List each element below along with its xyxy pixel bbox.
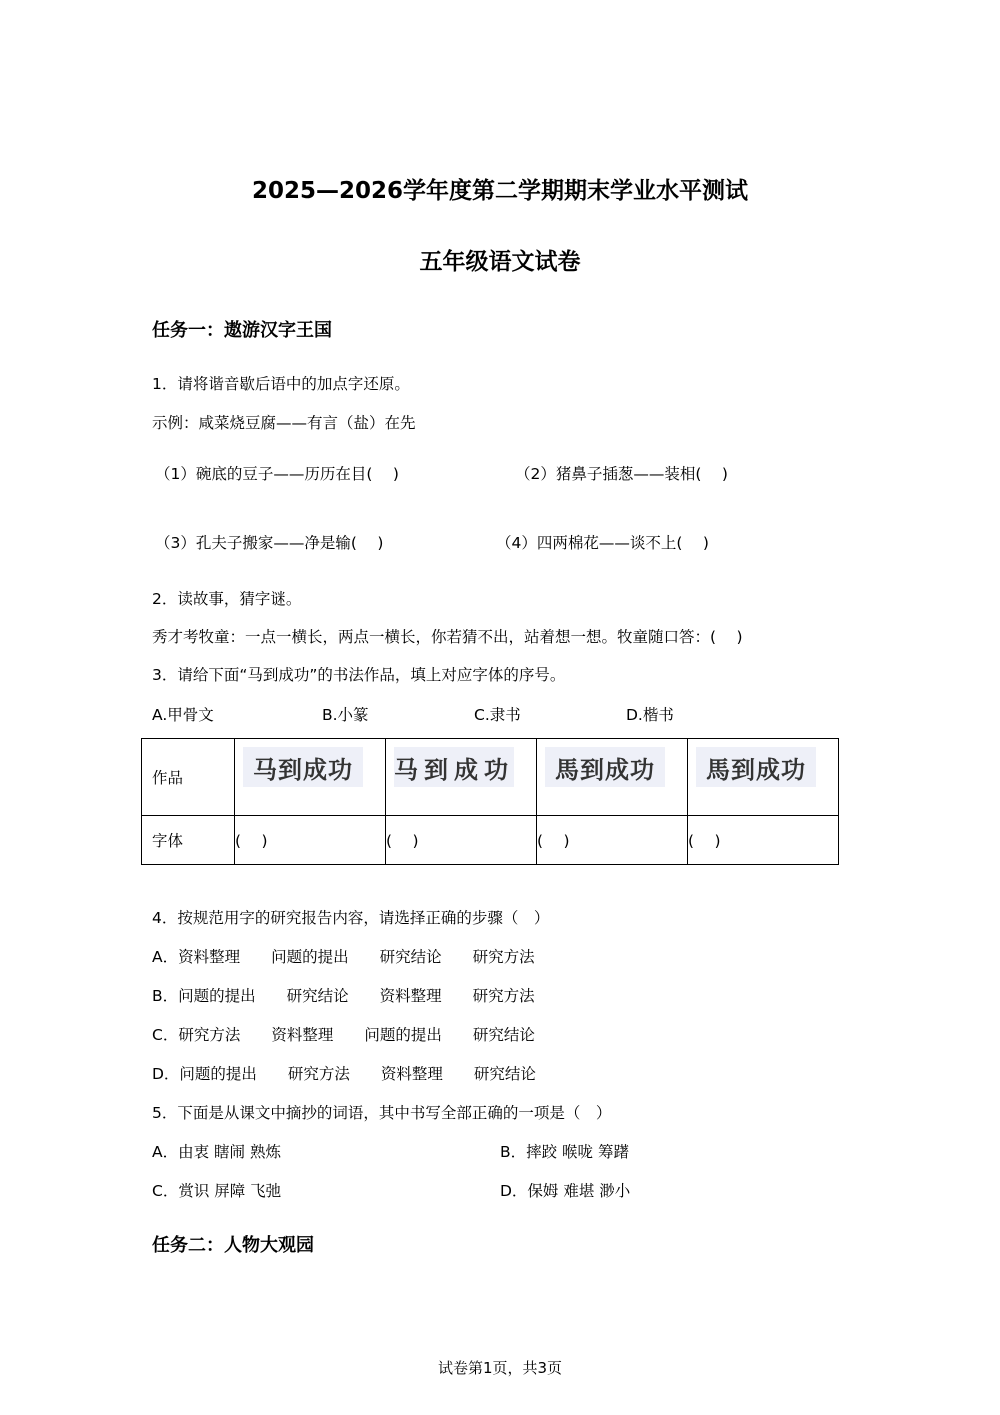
exam-subtitle: 五年级语文试卷 [419, 249, 581, 275]
row-label-works: 作品 [142, 739, 235, 816]
q1-example: 示例：咸菜烧豆腐——有言（盐）在先 [152, 414, 416, 432]
q5-option-a: A．由衷 瞎闹 熟炼 [152, 1143, 281, 1161]
work-cell-3 [537, 739, 688, 816]
q2-prompt: 2．读故事，猜字谜。 [152, 590, 302, 608]
calligraphy-image-3: 馬到成功 [545, 747, 665, 787]
calligraphy-image-1: 马到成功 [243, 747, 363, 787]
q5-prompt: 5．下面是从课文中摘抄的词语，其中书写全部正确的一项是（ ） [152, 1104, 612, 1122]
q2-story: 秀才考牧童：一点一横长，两点一横长，你若猜不出，站着想一想。牧童随口答：( ) [152, 628, 743, 646]
calligraphy-image-2: 马到成功 [394, 747, 514, 787]
task1-heading: 任务一：遨游汉字王国 [152, 320, 332, 341]
answer-cell-3[interactable]: ( ) [537, 816, 688, 865]
q1-prompt: 1．请将谐音歇后语中的加点字还原。 [152, 375, 410, 393]
q4-option-d: D．问题的提出 研究方法 资料整理 研究结论 [152, 1065, 536, 1083]
q3-option-b: B.小篆 [322, 706, 369, 724]
answer-cell-4[interactable]: ( ) [688, 816, 839, 865]
work-cell-4 [688, 739, 839, 816]
q5-option-b: B．摔跤 喉咙 筹躇 [500, 1143, 629, 1161]
row-label-font: 字体 [142, 816, 235, 865]
q4-option-a: A．资料整理 问题的提出 研究结论 研究方法 [152, 948, 535, 966]
q5-option-c: C．赏识 屏障 飞弛 [152, 1182, 282, 1200]
q1-item-1: （1）碗底的豆子——历历在目( ) [155, 465, 399, 483]
q4-option-c: C．研究方法 资料整理 问题的提出 研究结论 [152, 1026, 535, 1044]
q5-option-d: D．保姆 难堪 渺小 [500, 1182, 631, 1200]
answer-cell-2[interactable]: ( ) [386, 816, 537, 865]
answer-cell-1[interactable]: ( ) [235, 816, 386, 865]
exam-title: 2025—2026学年度第二学期期末学业水平测试 [251, 178, 749, 204]
q3-option-c: C.隶书 [474, 706, 521, 724]
q3-option-a: A.甲骨文 [152, 706, 214, 724]
q3-prompt: 3．请给下面“马到成功”的书法作品，填上对应字体的序号。 [152, 666, 566, 684]
page-footer: 试卷第1页，共3页 [437, 1359, 563, 1377]
q3-option-d: D.楷书 [626, 706, 674, 724]
calligraphy-table [141, 738, 839, 865]
work-cell-2 [386, 739, 537, 816]
calligraphy-image-4: 馬到成功 [696, 747, 816, 787]
task2-heading: 任务二：人物大观园 [152, 1235, 314, 1256]
q4-prompt: 4．按规范用字的研究报告内容，请选择正确的步骤（ ） [152, 909, 550, 927]
work-cell-1 [235, 739, 386, 816]
q4-option-b: B．问题的提出 研究结论 资料整理 研究方法 [152, 987, 535, 1005]
q1-item-4: （4）四两棉花——谈不上( ) [496, 534, 709, 552]
q1-item-3: （3）孔夫子搬家——净是输( ) [155, 534, 384, 552]
q1-item-2: （2）猪鼻子插葱——装相( ) [515, 465, 728, 483]
